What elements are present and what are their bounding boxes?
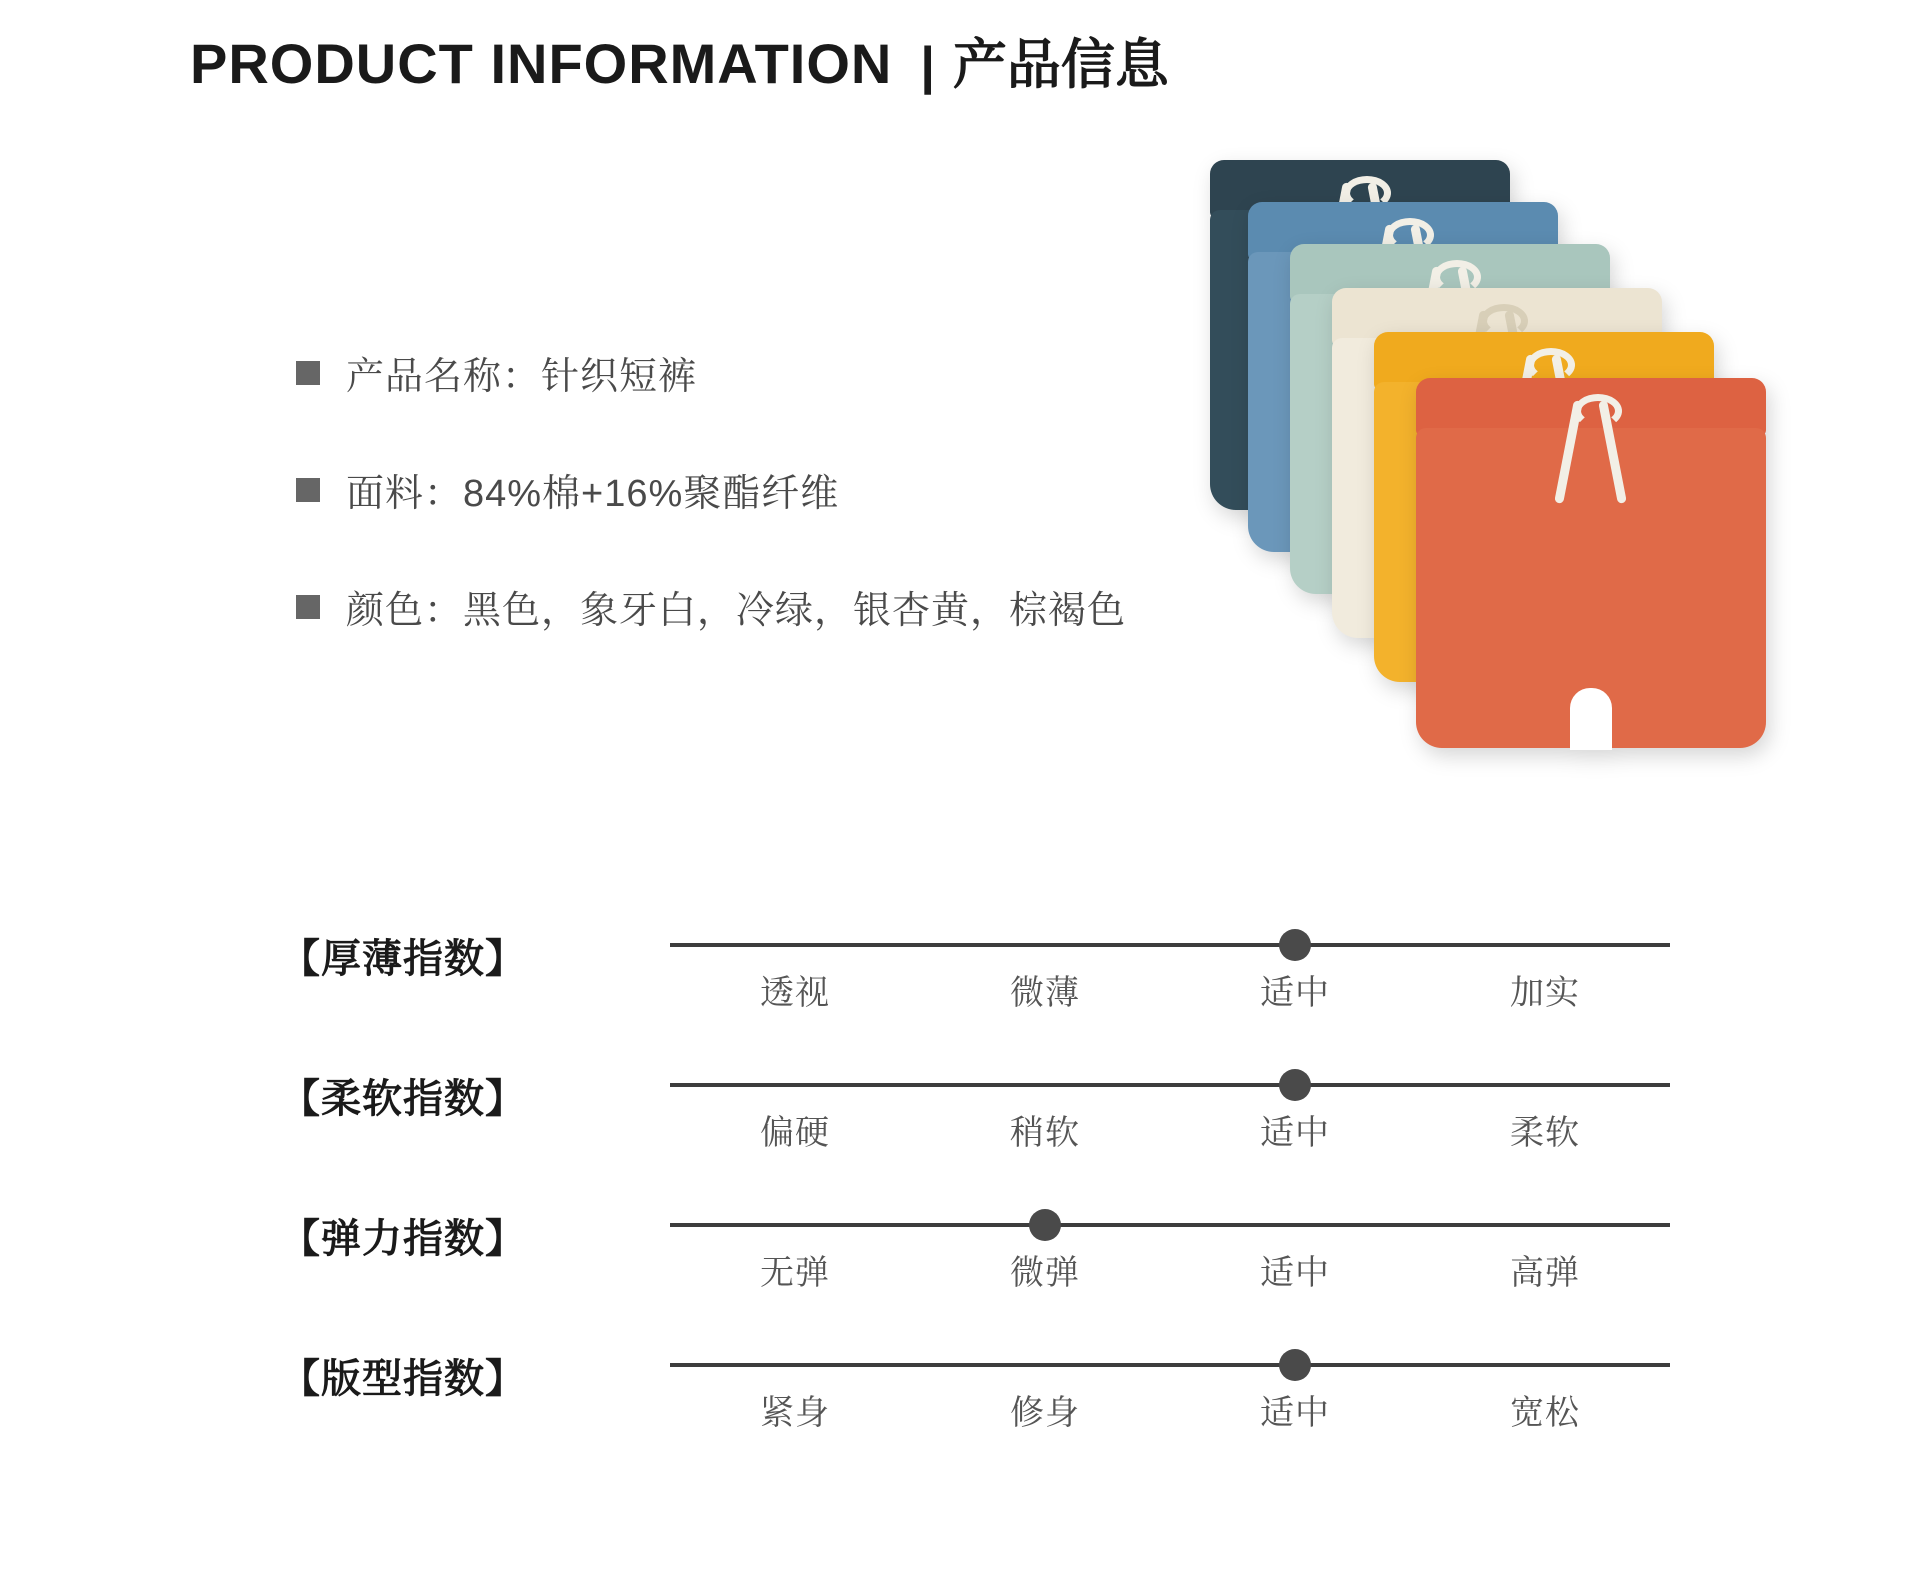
- spec-item-label: 面料：84%棉+16%聚酯纤维: [346, 473, 840, 515]
- page-title-chinese: 产品信息: [952, 35, 1169, 95]
- square-bullet-icon: [296, 361, 320, 385]
- index-label: 【厚薄指数】: [280, 937, 526, 981]
- square-bullet-icon: [296, 478, 320, 502]
- slider-tick-label: 柔软: [1510, 1114, 1580, 1152]
- slider-track: [670, 943, 1670, 947]
- slider-knob[interactable]: [1029, 1209, 1061, 1241]
- slider-ticks: [670, 1105, 1670, 1154]
- index-label: 【弹力指数】: [280, 1217, 526, 1261]
- spec-item-label: 颜色：黑色，象牙白，冷绿，银杏黄，棕褐色: [346, 590, 1127, 632]
- slider-track: [670, 1363, 1670, 1367]
- softness-slider[interactable]: [670, 1045, 1670, 1155]
- slider-tick-label: 适中: [1260, 1394, 1330, 1432]
- drawstring-icon: [1536, 400, 1646, 520]
- spec-item-name: [296, 345, 1356, 400]
- slider-ticks: [670, 965, 1670, 1014]
- index-label: 【版型指数】: [280, 1357, 526, 1401]
- spec-item-label: 产品名称：针织短裤: [346, 356, 698, 398]
- slider-tick-label: 透视: [760, 974, 830, 1012]
- spec-item-color: [296, 579, 1356, 634]
- shorts-brown: [1416, 378, 1766, 808]
- product-spec-list: [296, 345, 1356, 696]
- leg-notch: [1570, 688, 1612, 750]
- index-label: 【柔软指数】: [280, 1077, 526, 1121]
- thickness-slider[interactable]: [670, 905, 1670, 1015]
- slider-tick-label: 偏硬: [760, 1114, 830, 1152]
- slider-tick-label: 无弹: [760, 1254, 830, 1292]
- index-row-fit: [280, 1325, 1680, 1465]
- slider-tick-label: 微薄: [1010, 974, 1080, 1012]
- page-title-english: PRODUCT INFORMATION: [190, 32, 893, 95]
- slider-tick-label: 宽松: [1510, 1394, 1580, 1432]
- index-row-thickness: [280, 905, 1680, 1045]
- slider-tick-label: 适中: [1260, 1254, 1330, 1292]
- slider-ticks: [670, 1245, 1670, 1294]
- slider-tick-label: 适中: [1260, 1114, 1330, 1152]
- slider-knob[interactable]: [1279, 1349, 1311, 1381]
- slider-tick-label: 高弹: [1510, 1254, 1580, 1292]
- spec-item-fabric: [296, 462, 1356, 517]
- square-bullet-icon: [296, 595, 320, 619]
- index-row-softness: [280, 1045, 1680, 1185]
- slider-tick-label: 适中: [1260, 974, 1330, 1012]
- slider-knob[interactable]: [1279, 1069, 1311, 1101]
- elasticity-slider[interactable]: [670, 1185, 1670, 1295]
- fit-slider[interactable]: [670, 1325, 1670, 1435]
- slider-tick-label: 加实: [1510, 974, 1580, 1012]
- slider-tick-label: 紧身: [760, 1394, 830, 1432]
- slider-tick-label: 修身: [1010, 1394, 1080, 1432]
- slider-ticks: [670, 1385, 1670, 1434]
- fabric-index-panel: [280, 905, 1680, 1465]
- slider-knob[interactable]: [1279, 929, 1311, 961]
- page-title: [190, 22, 1169, 99]
- slider-track: [670, 1083, 1670, 1087]
- slider-track: [670, 1223, 1670, 1227]
- index-row-elasticity: [280, 1185, 1680, 1325]
- product-photo: [1290, 160, 1810, 780]
- slider-tick-label: 稍软: [1010, 1114, 1080, 1152]
- title-divider: |: [920, 37, 935, 95]
- slider-tick-label: 微弹: [1010, 1254, 1080, 1292]
